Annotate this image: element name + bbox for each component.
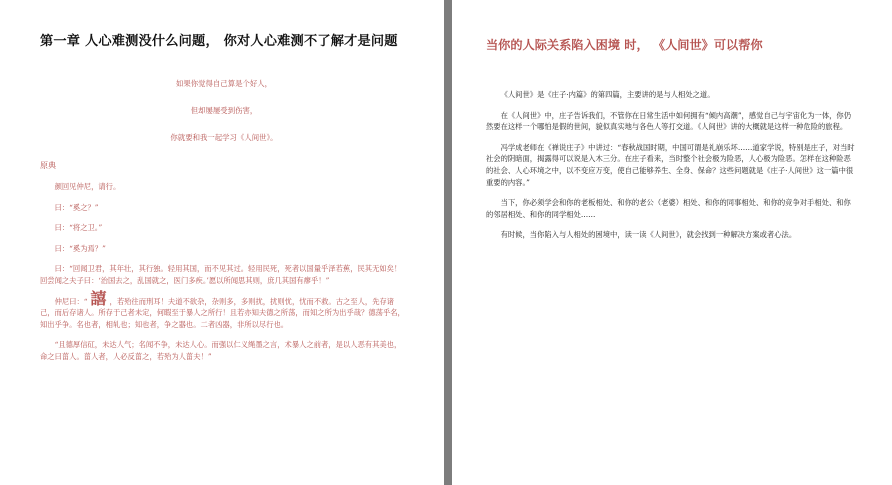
- paragraph-rest: ，若殆往而刑耳！夫道不欲杂，杂则多，多则扰，扰则忧，忧而不救。古之至人，先存诸己，而后存诸人。所存于己者未定，何暇至于暴人之所行！且若亦知夫德之所荡，而知之所为出乎哉？德荡乎名，知出乎争。名也者，相轧也；知也者，争之器也。二者凶器，非所以尽行也。: [40, 296, 405, 329]
- body-paragraph: 有时候，当你陷入与人相处的困境中，读一读《人间世》，就会找到一种解决方案或者心法。: [500, 230, 797, 240]
- epigraph-line: 如果你觉得自己算是个好人，: [175, 79, 273, 88]
- original-paragraph: 曰：“回闻卫君，其年壮，其行独。轻用其国，而不见其过。轻用民死，死者以国量乎泽若蕉，民其无如矣！回尝闻之夫子曰：‘治国去之，乱国就之，医门多疾。’愿以所闻思其则，庶几其国有瘳乎！”: [40, 264, 402, 285]
- right-page: [452, 0, 892, 485]
- original-paragraph: [40, 288, 408, 331]
- epigraph: [40, 79, 408, 143]
- body-text: [486, 89, 856, 241]
- original-paragraph: 曰：“奚之？”: [54, 202, 99, 212]
- original-text: [40, 181, 408, 363]
- body-paragraph: 在《人间世》中，庄子告诉我们，不管你在日常生活中如何拥有“倾内高潮”，感觉自己与宇宙化为一体，你仍然要在这样一个哪怕是假的世间，貌似真实地与各色人等打交道。《人间世》讲的大概就是这样一种危险的旅程。: [486, 110, 852, 132]
- page-gutter: [444, 0, 452, 485]
- left-page: [0, 0, 444, 485]
- body-paragraph: 当下，你必须学会和你的老板相处、和你的老公（老婆）相处、和你的同事相处、和你的竞争对手相处、和你的邻居相处、和你的同学相处……: [486, 198, 851, 219]
- epigraph-line: 但却屡屡受到伤害，: [190, 106, 258, 115]
- emphasis-character: 譆: [90, 288, 107, 308]
- epigraph-line: 你就要和我一起学习《人间世》。: [170, 133, 278, 142]
- original-paragraph: “且德厚信矼，未达人气；名闻不争，未达人心。而强以仁义绳墨之言，术暴人之前者，是以人恶有其美也，命之曰菑人。菑人者，人必反菑之，若殆为人菑夫！”: [40, 340, 402, 361]
- body-paragraph: 冯学成老师在《禅说庄子》中讲过：“春秋战国时期，中国可谓是礼崩乐坏……道家学说，特别是庄子，对当时社会的阴暗面，揭露得可以说是入木三分。在庄子看来，当时整个社会极为险恶，人心极为险恶。怎样在这种险恶的社会、人心环境之中，以不变应万变，使自己能够养生、全身、保命？这些问题就是《庄子·人间世》这一篇中很重要的内容。”: [486, 142, 855, 187]
- original-paragraph: 曰：“将之卫。”: [54, 223, 103, 233]
- section-label: 原典: [40, 161, 56, 170]
- section-title: 当你的人际关系陷入困境 时， 《人间世》可以帮你: [486, 38, 763, 52]
- original-paragraph: 颜回见仲尼，请行。: [54, 182, 121, 191]
- body-paragraph: 《人间世》是《庄子·内篇》的第四篇，主要讲的是与人相处之道。: [500, 90, 715, 99]
- chapter-title: 第一章 人心难测没什么问题， 你对人心难测不了解才是问题: [40, 34, 398, 49]
- paragraph-lead: 仲尼曰：“: [54, 296, 88, 306]
- original-paragraph: 曰：“奚为焉？”: [54, 243, 106, 253]
